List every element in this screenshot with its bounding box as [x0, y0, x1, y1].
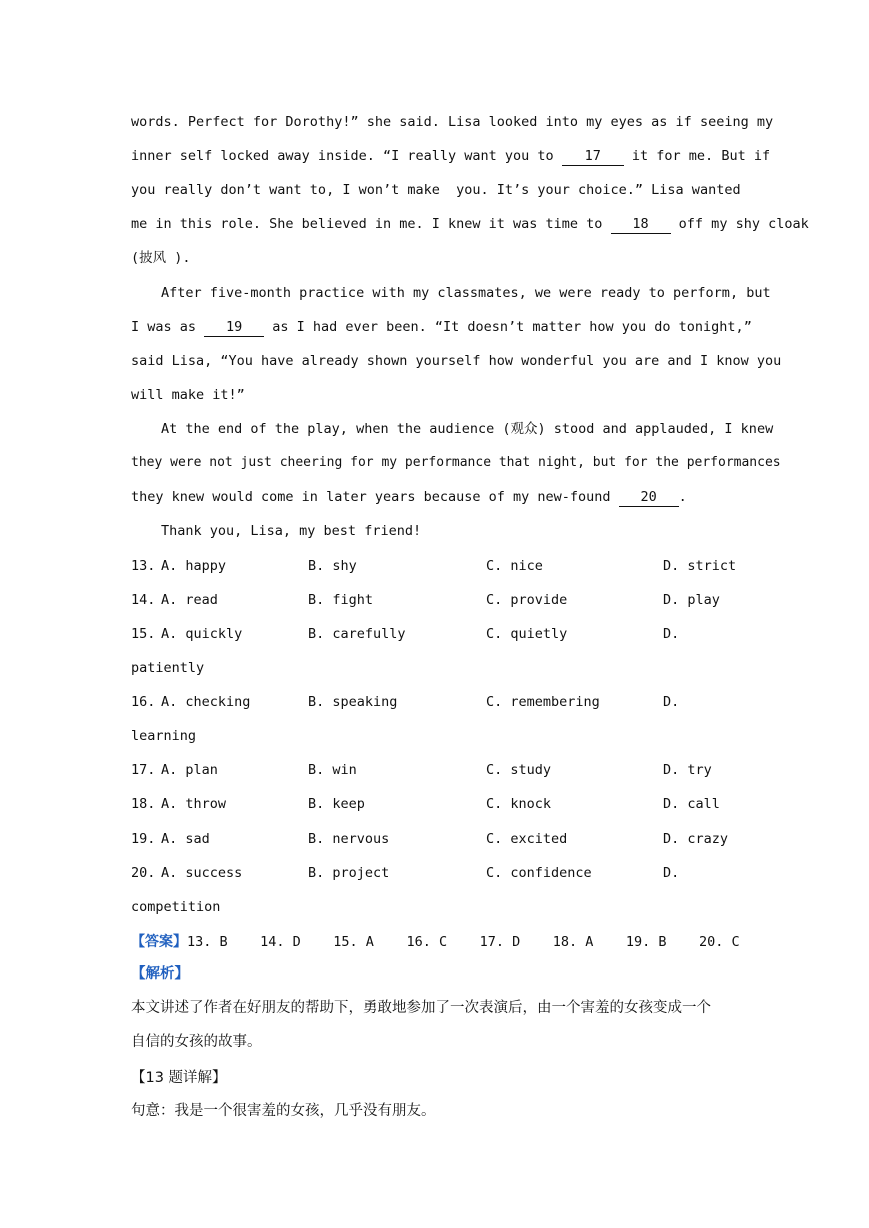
passage-text: they were not just cheering for my performance that night, but for the performances — [131, 455, 781, 470]
blank-17: 17 — [562, 147, 624, 166]
option-a: A. read — [161, 592, 218, 608]
question-number: 20. — [131, 865, 156, 881]
question-number: 17. — [131, 762, 156, 778]
option-d: D. call — [663, 796, 720, 812]
question-17-options — [131, 760, 751, 780]
passage-text: words. Perfect for Dorothy!” she said. Lisa looked into my eyes as if seeing my — [131, 114, 774, 130]
option-b: B. win — [308, 762, 357, 778]
option-d: D. — [663, 865, 680, 881]
analysis-summary: 自信的女孩的故事。 — [131, 1034, 262, 1050]
passage-line — [131, 317, 752, 337]
option-b: B. nervous — [308, 831, 390, 847]
option-c: C. excited — [486, 831, 568, 847]
detail-text: 句意：我是一个很害羞的女孩，几乎没有朋友。 — [131, 1103, 436, 1119]
question-number: 19. — [131, 831, 156, 847]
option-d: D. strict — [663, 558, 737, 574]
option-b: B. project — [308, 865, 390, 881]
option-d-text: learning — [131, 728, 197, 744]
passage-text: me in this role. She believed in me. I knew it was time to — [131, 216, 611, 232]
question-number: 15. — [131, 626, 156, 642]
passage-text: At the end of the play, when the audience (观众) stood and applauded, I knew — [161, 421, 774, 437]
answer-line — [131, 931, 740, 952]
passage-line — [131, 112, 773, 132]
passage-text: inner self locked away inside. “I really want you to — [131, 148, 562, 164]
passage-text: will make it!” — [131, 387, 245, 403]
passage-line — [131, 248, 191, 268]
option-c: C. provide — [486, 592, 568, 608]
passage-text: it for me. But if — [623, 148, 771, 164]
option-b: B. keep — [308, 796, 365, 812]
question-number: 14. — [131, 592, 156, 608]
question-15-options — [131, 624, 751, 644]
question-number: 13. — [131, 558, 156, 574]
passage-text: . — [678, 489, 687, 505]
passage-text: I was as — [131, 319, 205, 335]
blank-18: 18 — [611, 215, 671, 234]
option-a: A. checking — [161, 694, 251, 710]
option-d: D. play — [663, 592, 720, 608]
passage-text: you really don’t want to, I won’t make you. It’s your choice.” Lisa wanted — [131, 182, 741, 198]
passage-line — [131, 351, 781, 371]
passage-text: as I had ever been. “It doesn’t matter how you do tonight,” — [264, 319, 752, 335]
option-d-wrap — [131, 726, 196, 746]
option-d: D. try — [663, 762, 712, 778]
option-d-wrap — [131, 658, 204, 678]
option-b: B. carefully — [308, 626, 406, 642]
option-b: B. fight — [308, 592, 374, 608]
option-d-text: patiently — [131, 660, 205, 676]
passage-line — [131, 385, 245, 405]
option-a: A. plan — [161, 762, 218, 778]
option-b: B. shy — [308, 558, 357, 574]
option-c: C. knock — [486, 796, 552, 812]
passage-text: they knew would come in later years because of my new-found — [131, 489, 619, 505]
option-a: A. success — [161, 865, 243, 881]
passage-line — [131, 487, 687, 507]
option-a: A. quickly — [161, 626, 243, 642]
answer-text: 13. B 14. D 15. A 16. C 17. D 18. A 19. B 20. C — [187, 934, 740, 950]
option-c: C. remembering — [486, 694, 600, 710]
option-a: A. sad — [161, 831, 210, 847]
passage-text: After five-month practice with my classmates, we were ready to perform, but — [161, 285, 771, 301]
question-number: 16. — [131, 694, 156, 710]
option-d: D. — [663, 626, 680, 642]
question-14-options — [131, 590, 751, 610]
option-c: C. nice — [486, 558, 543, 574]
blank-20: 20 — [619, 488, 679, 507]
option-c: C. confidence — [486, 865, 592, 881]
question-number: 18. — [131, 796, 156, 812]
detail-heading: 【13 题详解】 — [131, 1070, 227, 1086]
passage-line — [131, 214, 809, 234]
question-18-options — [131, 794, 751, 814]
analysis-tag: 【解析】 — [131, 966, 189, 982]
blank-19: 19 — [204, 318, 264, 337]
passage-text: (披风 ). — [131, 250, 191, 266]
option-b: B. speaking — [308, 694, 398, 710]
passage-line — [131, 453, 781, 473]
passage-line — [131, 180, 741, 200]
option-c: C. quietly — [486, 626, 568, 642]
question-20-options — [131, 863, 751, 883]
answer-tag: 【答案】 — [131, 934, 187, 950]
question-13-options — [131, 556, 751, 576]
passage-line — [161, 419, 773, 439]
option-d-wrap — [131, 897, 220, 917]
analysis-summary: 本文讲述了作者在好朋友的帮助下，勇敢地参加了一次表演后，由一个害羞的女孩变成一个 — [131, 1000, 711, 1016]
option-d: D. crazy — [663, 831, 729, 847]
question-19-options — [131, 829, 751, 849]
passage-text: said Lisa, “You have already shown yourself how wonderful you are and I know you — [131, 353, 782, 369]
question-16-options — [131, 692, 751, 712]
passage-text: Thank you, Lisa, my best friend! — [161, 523, 422, 539]
option-c: C. study — [486, 762, 552, 778]
option-d-text: competition — [131, 899, 221, 915]
option-a: A. throw — [161, 796, 227, 812]
passage-line — [161, 521, 421, 541]
option-a: A. happy — [161, 558, 227, 574]
passage-line — [161, 283, 771, 303]
passage-line — [131, 146, 770, 166]
passage-text: off my shy cloak — [670, 216, 809, 232]
option-d: D. — [663, 694, 680, 710]
